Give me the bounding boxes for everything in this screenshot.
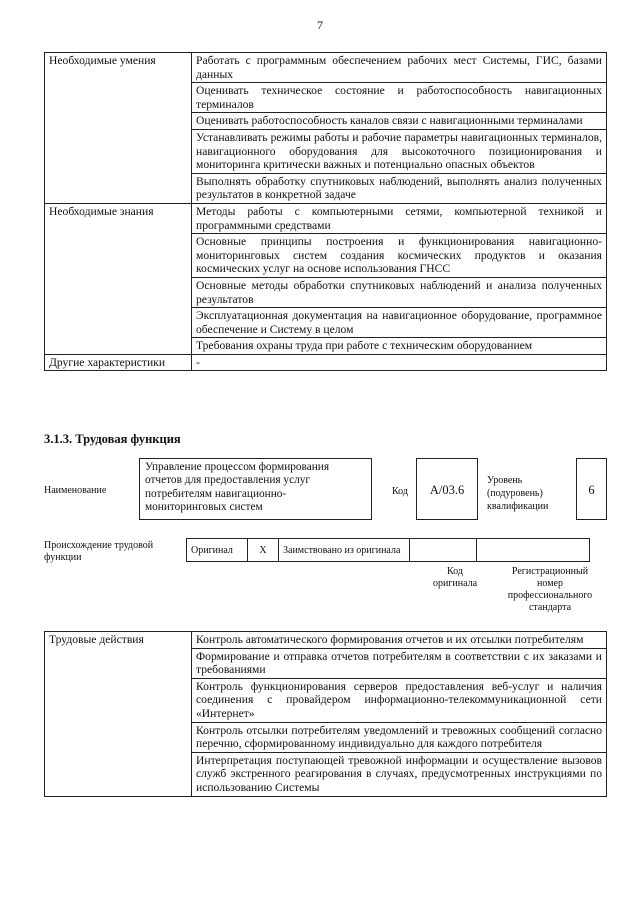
origin-code-cell <box>410 539 477 562</box>
reg-number-caption <box>494 566 606 614</box>
action-item: Интерпретация поступающей тревожной информации и осуществление вызовов служб экстренного реагирования в случаях, предусмотренных инструкциями по использованию Системы <box>192 752 607 796</box>
row-label-actions: Трудовые действия <box>45 632 192 797</box>
knowledge-item: Основные методы обработки спутниковых наблюдений и анализа полученных результатов <box>192 277 607 307</box>
labor-actions-table <box>44 631 607 797</box>
table-row <box>45 354 607 371</box>
table-row <box>45 203 607 233</box>
caption-line: Код <box>447 566 463 577</box>
level-box: 6 <box>576 458 607 520</box>
knowledge-item: Методы работы с компьютерными сетями, компьютерной техникой и программными средствами <box>192 203 607 233</box>
origin-borrowed-cell: Заимствовано из оригинала <box>279 539 410 562</box>
section-title: 3.1.3. Трудовая функция <box>44 432 181 446</box>
knowledge-item: Основные принципы построения и функционирования навигационно-мониторинговых систем создания космических продуктов и оказания космических услуг на основе использования ГНСС <box>192 234 607 278</box>
skill-item: Выполнять обработку спутниковых наблюдений, выполнять анализ полученных результатов в конкретной задаче <box>192 173 607 203</box>
function-name-box: Управление процессом формирования отчетов для предоставления услуг потребителям навигационно-мониторинговых систем <box>139 458 372 520</box>
caption-line: Регистрационный <box>511 566 589 577</box>
name-label: Наименование <box>44 485 107 496</box>
level-label-line: (подуровень) <box>487 488 543 499</box>
caption-line: оригинала <box>432 578 478 589</box>
caption-line: профессионального <box>507 590 593 601</box>
action-item: Формирование и отправка отчетов потребителям в соответствии с их заказами и требованиями <box>192 648 607 678</box>
table-row <box>187 539 590 562</box>
row-label-skills: Необходимые умения <box>45 53 192 204</box>
knowledge-item: Эксплуатационная документация на навигационное оборудование, программное обеспечение и Систему в целом <box>192 308 607 338</box>
action-item: Контроль функционирования серверов предоставления веб-услуг и наличия соединения с провайдером информационно-телекоммуникационной сети «Интернет» <box>192 678 607 722</box>
origin-mark-cell: Х <box>248 539 279 562</box>
other-item: - <box>192 354 607 371</box>
origin-reg-number-cell <box>477 539 590 562</box>
code-label: Код <box>392 486 408 497</box>
skill-item: Оценивать техническое состояние и работоспособность навигационных терминалов <box>192 83 607 113</box>
caption-line: стандарта <box>528 602 572 613</box>
origin-table <box>186 538 590 562</box>
level-label <box>487 474 548 513</box>
level-label-line: квалификации <box>487 501 549 512</box>
origin-label: Происхождение трудовой функции <box>44 540 154 563</box>
row-label-knowledge: Необходимые знания <box>45 203 192 354</box>
skill-item: Работать с программным обеспечением рабочих мест Системы, ГИС, базами данных <box>192 53 607 83</box>
code-original-caption <box>422 566 488 590</box>
action-item: Контроль отсылки потребителям уведомлений и тревожных сообщений согласно перечню, сформированному индивидуально для каждого потребителя <box>192 722 607 752</box>
skill-item: Оценивать работоспособность каналов связи с навигационными терминалами <box>192 113 607 130</box>
skills-knowledge-table <box>44 52 607 371</box>
action-item: Контроль автоматического формирования отчетов и их отсылки потребителям <box>192 632 607 649</box>
origin-original-cell: Оригинал <box>187 539 248 562</box>
table-row <box>45 632 607 649</box>
page-number: 7 <box>317 18 323 32</box>
level-label-line: Уровень <box>487 475 523 486</box>
code-box: А/03.6 <box>416 458 478 520</box>
row-label-other: Другие характеристики <box>45 354 192 371</box>
skill-item: Устанавливать режимы работы и рабочие параметры навигационных терминалов, навигационного оборудования для высокоточного позиционирования и мониторинга критически важных и потенциально опасных объектов <box>192 129 607 173</box>
knowledge-item: Требования охраны труда при работе с техническим оборудованием <box>192 338 607 355</box>
caption-line: номер <box>537 578 563 589</box>
table-row <box>45 53 607 83</box>
